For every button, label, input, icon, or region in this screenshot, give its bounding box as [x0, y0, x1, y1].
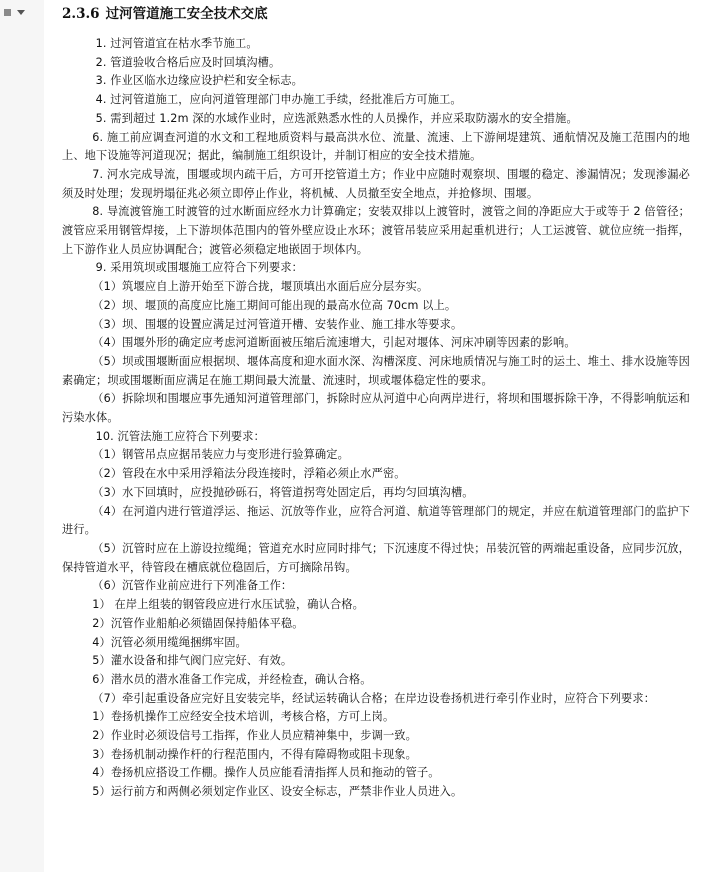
paragraph: 9. 采用筑坝或围堰施工应符合下列要求： [95, 261, 304, 275]
sub-list-item: 1）卷扬机操作工应经安全技术培训，考核合格，方可上岗。 [92, 710, 395, 724]
list-item: （3）坝、围堰的设置应满足过河管道开槽、安装作业、施工排水等要求。 [92, 317, 463, 331]
sub-list-item: 4）沉管必须用缆绳捆绑牢固。 [92, 635, 247, 649]
list-item: （7）牵引起重设备应完好且安装完毕，经试运转确认合格；在岸边设卷扬机进行牵引作业时，应符合下列要求： [92, 691, 656, 705]
paragraph: 8. 导流渡管施工时渡管的过水断面应经水力计算确定；安装双排以上渡管时，渡管之间的净距应大于或等于 2 倍管径；渡管应采用钢管焊接，上下游坝体范围内的管外壁应设止水环；渡管吊装应采用起重机进行；人工运渡管、就位应统一指挥，上下游作业人员应协调配合；渡管必须稳定地嵌固于坝体内。 [62, 205, 690, 256]
list-item: （6）沉管作业前应进行下列准备工作： [92, 579, 293, 593]
list-item: （2）管段在水中采用浮箱法分段连接时，浮箱必须止水严密。 [92, 467, 406, 481]
paragraph: 3. 作业区临水边缘应设护栏和安全标志。 [95, 74, 304, 88]
sub-list-item: 1） 在岸上组装的钢管段应进行水压试验，确认合格。 [92, 598, 364, 612]
list-item: （1）钢管吊点应据吊装应力与变形进行验算确定。 [92, 448, 349, 462]
list-item: （5）沉管时应在上游设拉缆绳；管道充水时应同时排气；下沉速度不得过快；吊装沉管的两端起重设备，应同步沉放，保持管道水平，待管段在槽底就位稳固后，方可摘除吊钩。 [62, 541, 690, 574]
list-item: （3）水下回填时，应投抛砂砾石，将管道拐弯处固定后，再均匀回填沟槽。 [92, 485, 474, 499]
sub-list-item: 2）作业时必须设信号工指挥，作业人员应精神集中，步调一致。 [92, 729, 417, 743]
list-item: （5）坝或围堰断面应根据坝、堰体高度和迎水面水深、沟槽深度、河床地质情况与施工时的运土、堆土、排水设施等因素确定；坝或围堰断面应满足在施工期间最大流量、流速时，坝或堰体稳定性的要求。 [62, 354, 690, 387]
list-item: （2）坝、堰顶的高度应比施工期间可能出现的最高水位高 70cm 以上。 [92, 298, 457, 312]
section-heading [62, 5, 268, 23]
heading-collapse-toggle[interactable] [4, 6, 36, 18]
sub-list-item: 4）卷扬机应搭设工作棚。操作人员应能看清指挥人员和拖动的管子。 [92, 766, 440, 780]
sub-list-item: 6）潜水员的潜水准备工作完成，并经检查，确认合格。 [92, 672, 372, 686]
document-body [62, 35, 690, 802]
list-item: （4）围堰外形的确定应考虑河道断面被压缩后流速增大，引起对堰体、河床冲刷等因素的影响。 [92, 336, 576, 350]
bullet-square-icon [4, 9, 11, 16]
navigation-gutter [0, 0, 44, 872]
sub-list-item: 2）沉管作业船舶必须锚固保持船体平稳。 [92, 616, 304, 630]
paragraph: 10. 沉管法施工应符合下列要求： [95, 429, 265, 443]
list-item: （1）筑堰应自上游开始至下游合拢，堰顶填出水面后应分层夯实。 [92, 280, 429, 294]
sub-list-item: 3）卷扬机制动操作杆的行程范围内，不得有障碍物或阻卡现象。 [92, 747, 417, 761]
paragraph: 4. 过河管道施工，应向河道管理部门申办施工手续，经批准后方可施工。 [95, 93, 462, 107]
paragraph: 5. 需到超过 1.2m 深的水域作业时，应选派熟悉水性的人员操作，并应采取防溺水的安全措施。 [95, 111, 578, 125]
list-item: （4）在河道内进行管道浮运、拖运、沉放等作业，应符合河道、航道等管理部门的规定，并应在航道管理部门的监护下进行。 [62, 504, 690, 537]
paragraph: 1. 过河管道宜在枯水季节施工。 [95, 37, 258, 50]
paragraph: 2. 管道验收合格后应及时回填沟槽。 [95, 55, 281, 69]
paragraph: 6. 施工前应调查河道的水文和工程地质资料与最高洪水位、流量、流速、上下游闸堤建筑、通航情况及施工范围内的地上、地下设施等河道现况；据此，编制施工组织设计，并制订相应的安全技术措施。 [62, 130, 690, 163]
sub-list-item: 5）灌水设备和排气阀门应完好、有效。 [92, 654, 293, 668]
document-page [52, 0, 700, 872]
section-title: 过河管道施工安全技术交底 [105, 6, 268, 22]
paragraph: 7. 河水完成导流，围堰或坝内疏干后，方可开挖管道土方；作业中应随时观察坝、围堰的稳定、渗漏情况；发现渗漏必须及时处理；发现坍塌征兆必须立即停止作业，将机械、人员撤至安全地点，并抢修坝、围堰。 [62, 167, 690, 200]
section-number: 2.3.6 [62, 6, 100, 22]
chevron-down-icon[interactable] [17, 10, 25, 15]
list-item: （6）拆除坝和围堰应事先通知河道管理部门，拆除时应从河道中心向两岸进行，将坝和围堰拆除干净，不得影响航运和污染水体。 [62, 392, 690, 425]
sub-list-item: 5）运行前方和两侧必须划定作业区、设安全标志，严禁非作业人员进入。 [92, 785, 463, 799]
